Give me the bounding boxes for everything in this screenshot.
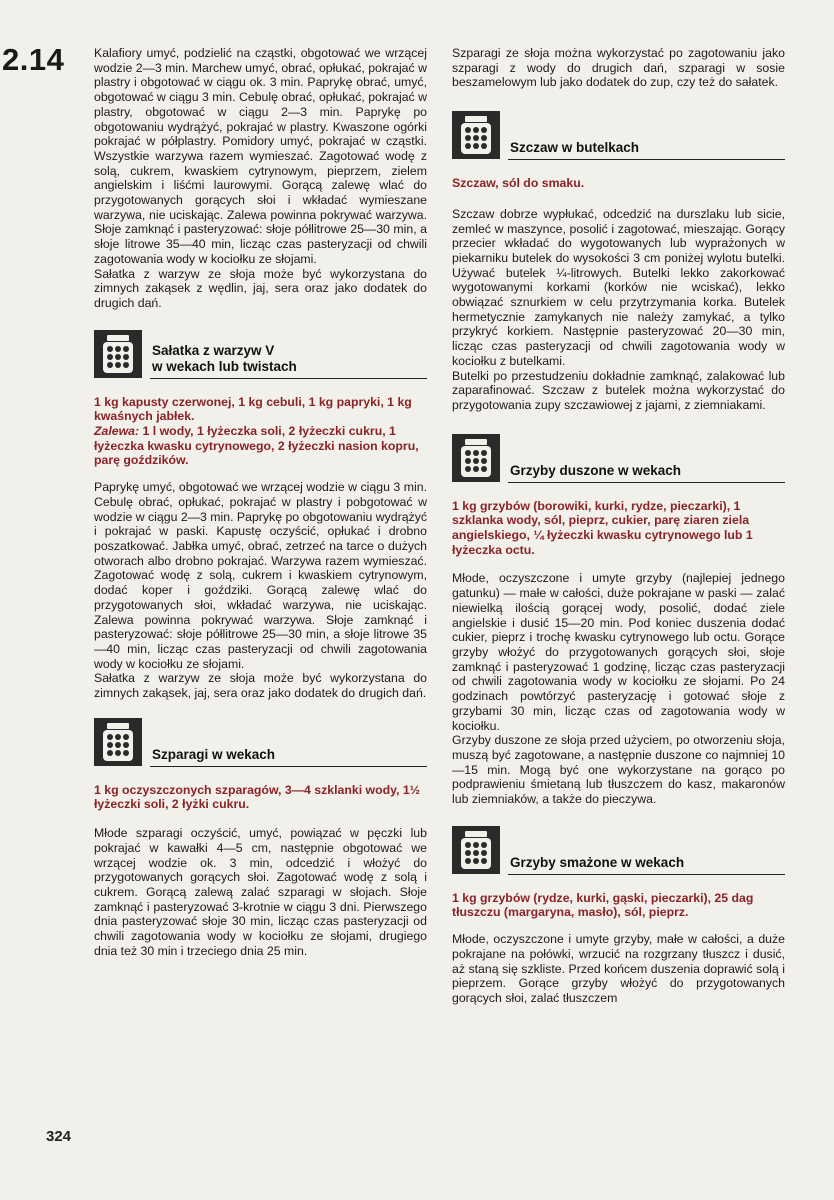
ingredients: 1 kg oczyszczonych szparagów, 3—4 szklanki wody, 1½ łyżeczki soli, 2 łyżki cukru. (94, 782, 420, 812)
recipe-title: Szparagi w wekach (150, 745, 427, 767)
recipe-heading-szparagi (94, 717, 427, 767)
recipe-title: Grzyby smażone w wekach (508, 853, 785, 875)
intro-paragraph: Kalafiory umyć, podzielić na cząstki, obgotować we wrzącej wodzie 2—3 min. Marchew umyć, obrać, opłukać, pokrajać w plastry i obgotować w ciągu ok. 3 min. Paprykę obrać, umyć, obgotować w ciągu 3 min. Cebulę obrać, opłukać, pokrajać w plastry, obgotować w ciągu 2—3 min. Paprykę po obgotowaniu wydrążyć, pokrajać w plastry. Kwaszone ogórki pokrajać w półplastry. Pomidory umyć, pokrajać w cząstki. Wszystkie warzywa razem wymieszać. Zagotować wodę z solą, cukrem, kwaskiem cytrynowym, pieprzem, zielem angielskim i liśćmi laurowymi. Gorącą zalewę wlać do przygotowanych gorących słoi i wkładać wymieszane warzywa, nie uciskając. Zalewa powinna pokrywać warzywa. Słoje zamknąć i pasteryzować: słoje półlitrowe 25—30 min, a słoje litrowe 35—40 min, licząc czas pasteryzacji od chwili zagotowania wody w kociołku ze słojami. (94, 46, 427, 266)
ingredients-line2: 1 l wody, 1 łyżeczka soli, 2 łyżeczki cukru, 1 łyżeczka kwasku cytrynowego, 2 łyżeczki nasion kopru, parę goździków. (94, 424, 419, 468)
ingredients: 1 kg grzybów (rydze, kurki, gąski, pieczarki), 25 dag tłuszczu (margaryna, masło), sól, pieprz. (452, 890, 754, 920)
recipe-title-line1: Sałatka z warzyw V (152, 342, 275, 358)
recipe-heading-salatka (94, 329, 427, 379)
recipe-heading-grzyby-duszone (452, 433, 785, 483)
left-column (94, 46, 427, 958)
ingredients-line1: 1 kg kapusty czerwonej, 1 kg cebuli, 1 kg papryki, 1 kg kwaśnych jabłek. (94, 394, 412, 424)
recipe-title: Grzyby duszone w wekach (508, 461, 785, 483)
jar-icon (452, 826, 500, 874)
jar-icon (94, 718, 142, 766)
recipe-note: Grzyby duszone ze słoja przed użyciem, po otworzeniu słoja, muszą być zagotowane, a następnie duszone co najmniej 10—15 min. Mogą być one wykorzystane na gorąco po podprawieniu śmietaną lub tłuszczem do kasz, makaronów lub ziemniaków, a także do pieczywa. (452, 733, 785, 807)
chapter-number: 2.14 (2, 42, 65, 77)
ingredients: 1 kg grzybów (borowiki, kurki, rydze, pieczarki), 1 szklanka wody, sól, pieprz, cukier, parę ziaren ziela angielskiego, ¼ łyżeczki kwasku cytrynowego lub 1 łyżeczka octu. (452, 498, 753, 557)
intro-note: Sałatka z warzyw ze słoja może być wykorzystana do zimnych zakąsek z wędlin, jaj, sera oraz jako dodatek do drugich dań. (94, 266, 427, 310)
recipe-heading-szczaw (452, 110, 785, 160)
jar-icon (452, 434, 500, 482)
jar-icon (452, 111, 500, 159)
jar-icon (94, 330, 142, 378)
recipe-body: Szczaw dobrze wypłukać, odcedzić na durszlaku lub sicie, zemleć w maszynce, posolić i zagotować, mieszając. Gorący przecier wkładać do wygotowanych lub wyprażonych w piekarniku butelek do wysokości 3 cm poniżej wylotu butelki. Używać butelek ¼-litrowych. Butelki lekko zakorkować wygotowanymi korkami (korków nie wciskać), lekko obwiązać sznurkiem w celu przytrzymania korka. Butelek hermetycznie zamykanych nie należy zamykać, a tylko przykryć korkiem. Następnie pasteryzować 20—30 min, licząc czas pasteryzacji od chwili zagotowania wody w kociołku z butelkami. (452, 206, 785, 368)
recipe-body: Młode, oczyszczone i umyte grzyby (najlepiej jednego gatunku) — małe w całości, duże pokrajane w paski — zalać niewielką ilością gorącej wody, posolić, dodać ziele angielskie i dusić 15—20 min. Pod koniec duszenia dodać cukier, pieprz i trochę kwasku cytrynowego lub octu. Gorące grzyby włożyć do przygotowanych gorących słoi, słoje zamknąć i pasteryzować 1 godzinę, licząc czas pasteryzacji od chwili zagotowania wody w kociołku ze słojami. Po 24 godzinach powtórzyć pasteryzację i gotować słoje z grzybami 30 min, licząc czas od zagotowania wody w kociołku. (452, 571, 785, 733)
recipe-title-line2: w wekach lub twistach (152, 358, 297, 374)
intro-paragraph: Szparagi ze słoja można wykorzystać po zagotowaniu jako szparagi z wody do drugich dań, szparagi w sosie beszamelowym lub jako dodatek do zup, czy też do sałatek. (452, 46, 785, 90)
recipe-note: Sałatka z warzyw ze słoja może być wykorzystana do zimnych zakąsek, jaj, sera oraz jako dodatek do drugich dań. (94, 671, 427, 701)
right-column (452, 46, 785, 1006)
recipe-body: Młode, oczyszczone i umyte grzyby, małe w całości, a duże pokrajane na połówki, wrzucić na rozgrzany tłuszcz i dusić, aż staną się szkliste. Przed końcem duszenia doprawić solą i pieprzem. Gorące grzyby włożyć do przygotowanych gorących słoi, zalać tłuszczem (452, 932, 785, 1005)
recipe-title (150, 341, 427, 379)
ingredients (94, 395, 427, 469)
recipe-title: Szczaw w butelkach (508, 138, 785, 160)
page-number: 324 (46, 1128, 72, 1145)
ingredients: Szczaw, sól do smaku. (452, 176, 585, 191)
recipe-heading-grzyby-smazone (452, 825, 785, 875)
recipe-note: Butelki po przestudzeniu dokładnie zamknąć, zalakować lub zaparafinować. Szczaw z butelek można wykorzystać do przygotowania zupy szczawiowej z jajami, z ziemniakami. (452, 368, 785, 412)
recipe-body: Młode szparagi oczyścić, umyć, powiązać w pęczki lub pokrajać w kawałki 4—5 cm, następnie obgotować we wrzącej wodzie ok. 3 min, odcedzić i włożyć do przygotowanych gorących słoi. Zagotować wodę z solą i cukrem. Gorącą zalewą zalać szparagi w słojach. Słoje zamknąć i pasteryzować 3-krotnie w ciągu 3 dni. Pierwszego dnia pasteryzować słoje 30 min, licząc czas pasteryzacji od chwili zagotowania wody w kociołku ze słojami, drugiego dnia też 30 min i trzeciego dnia 25 min. (94, 826, 427, 958)
recipe-body: Paprykę umyć, obgotować we wrzącej wodzie w ciągu 3 min. Cebulę obrać, opłukać, pokrajać w plastry i pobgotować w wodzie w ciągu 2—3 min. Paprykę po obgotowaniu wydrążyć i pokrajać w paski. Kapustę oczyścić, opłukać i drobno poszatkować. Jabłka umyć, obrać, zetrzeć na tarce o dużych otworach albo drobno pokrajać. Warzywa razem wymieszać. Zagotować wodę z solą, cukrem i kwaskiem cytrynowym, dodać koper i goździki. Gorącą zalewę wlać do przygotowanych słoi, wkładać warzywa, nie uciskając. Zalewa powinna pokrywać warzywa. Słoje zamknąć i pasteryzować: słoje półlitrowe 25—30 min, a słoje litrowe 35—40 min, licząc czas pasteryzacji od chwili zagotowania wody w kociołku ze słojami. (94, 480, 427, 671)
zalewa-label: Zalewa: (94, 424, 140, 439)
